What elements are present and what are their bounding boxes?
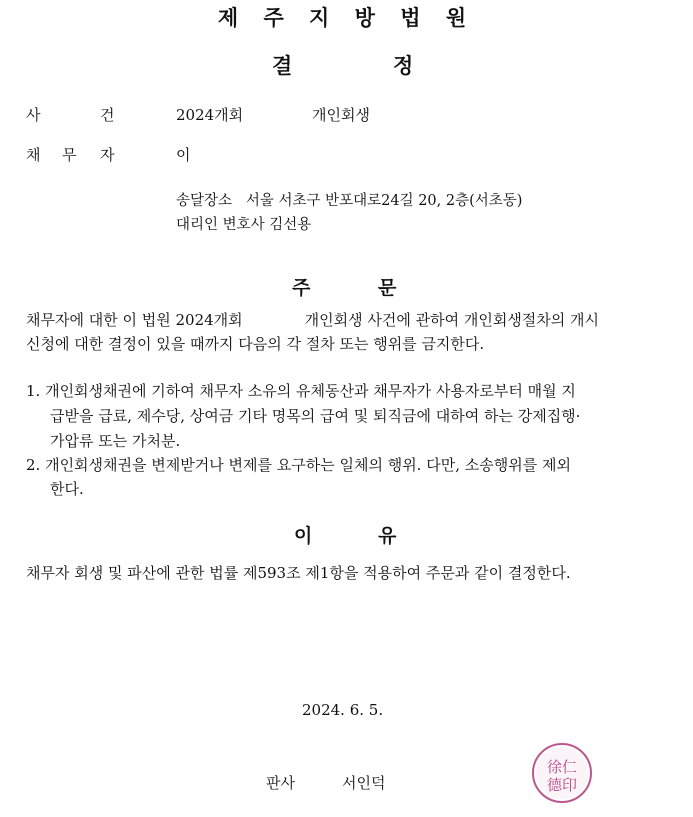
doc-title-left: 결 (272, 53, 293, 78)
order-item-1-line-3: 가압류 또는 가처분. (50, 432, 181, 450)
svg-text:徐仁: 徐仁 (546, 758, 578, 776)
order-item-1-line-1: 1. 개인회생채권에 기하여 채무자 소유의 유체동산과 채무자가 사용자로부터 매월 지 (26, 382, 576, 400)
order-item-2-line-1: 2. 개인회생채권을 변제받거나 변제를 요구하는 일체의 행위. 다만, 소송행위를 제외 (26, 456, 571, 474)
order-item-2-line-2: 한다. (50, 480, 84, 498)
order-heading-right: 문 (378, 277, 397, 299)
order-intro-line-2: 신청에 대한 결정이 있을 때까지 다음의 각 절차 또는 행위를 금지한다. (26, 335, 485, 353)
order-item-1-line-2: 급받을 급료, 제수당, 상여금 기타 명목의 급여 및 퇴직금에 대하여 하는 강제집행· (50, 407, 581, 425)
judge-seal (530, 741, 594, 805)
debtor-name: 이 (176, 146, 191, 164)
debtor-label-1: 채 (26, 146, 41, 164)
debtor-label-2: 무 (62, 146, 77, 164)
debtor-label-3: 자 (100, 146, 115, 164)
case-name: 개인회생 (312, 106, 370, 124)
case-label-2: 건 (100, 106, 115, 124)
doc-title-right: 정 (393, 53, 414, 78)
order-intro-line-1-a: 채무자에 대한 이 법원 2024개회 (26, 311, 243, 329)
judge-title: 판사 (266, 774, 295, 792)
reason-heading-right: 유 (378, 525, 397, 547)
decision-date: 2024. 6. 5. (302, 701, 384, 719)
reason-text: 채무자 회생 및 파산에 관한 법률 제593조 제1항을 적용하여 주문과 같이 결정한다. (26, 564, 571, 582)
svg-text:德印: 德印 (546, 776, 578, 794)
case-number: 2024개회 (176, 106, 244, 124)
order-intro-line-1 (26, 307, 599, 333)
case-label-1: 사 (26, 106, 41, 124)
service-address-line (176, 189, 522, 210)
reason-heading-left: 이 (294, 525, 313, 547)
order-heading-left: 주 (292, 277, 311, 299)
judge-name: 서인덕 (342, 774, 386, 792)
service-agent: 대리인 변호사 김선용 (176, 217, 312, 233)
court-name: 제 주 지 방 법 원 (217, 5, 476, 30)
service-label: 송달장소 (176, 193, 233, 209)
order-intro-line-1-b: 개인회생 사건에 관하여 개인회생절차의 개시 (304, 311, 600, 329)
service-address: 서울 서초구 반포대로24길 20, 2층(서초동) (245, 193, 523, 209)
